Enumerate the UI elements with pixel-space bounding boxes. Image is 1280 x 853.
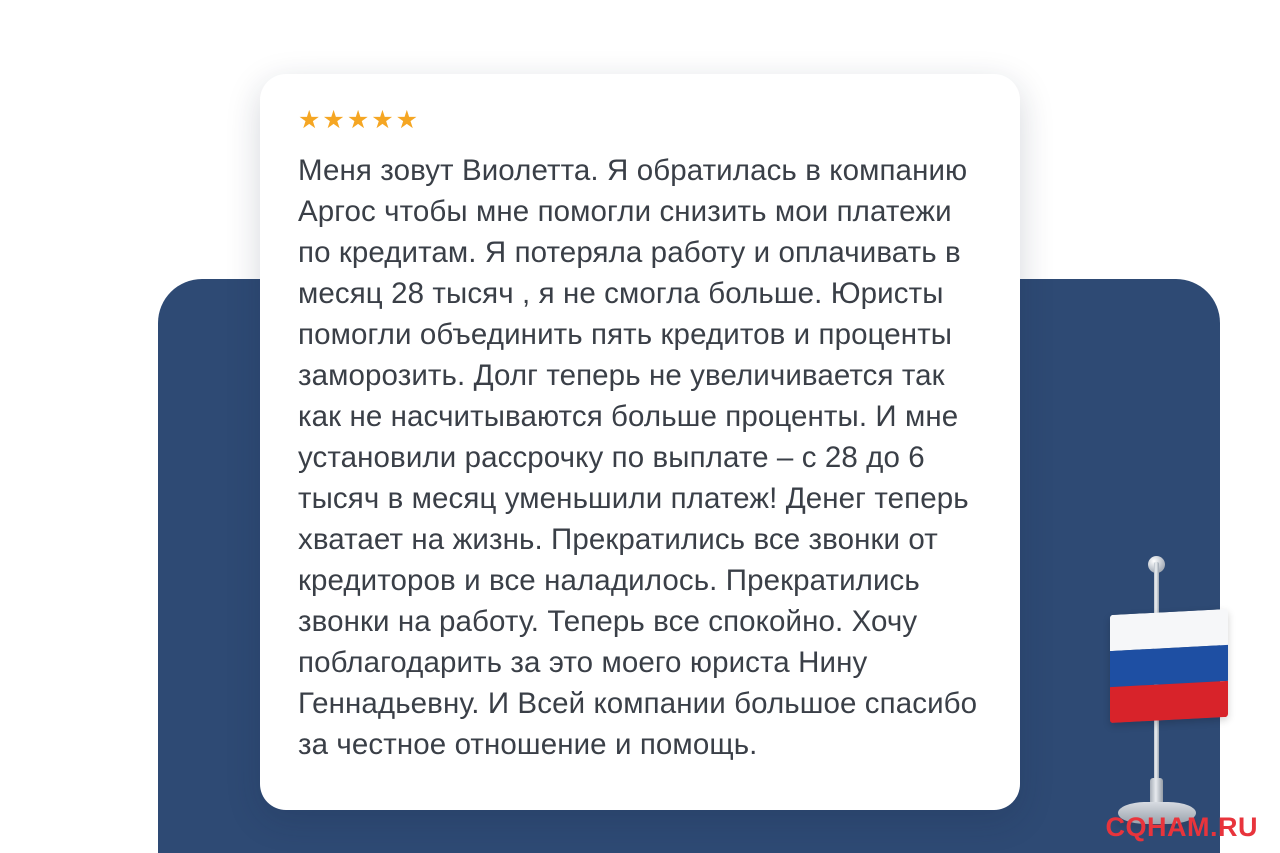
review-card [260, 74, 1020, 810]
watermark-text: CQHAM.RU [1105, 812, 1258, 842]
flag-band-white [1110, 609, 1228, 651]
review-text: Меня зовут Виолетта. Я обратилась в компанию Аргос чтобы мне помогли снизить мои платежи по кредитам. Я потеряла работу и оплачивать в месяц 28 тысяч , я не смогла больше. Юристы помогли объединить пять кредитов и проценты заморозить. Долг теперь не увеличивается так как не насчитываются больше проценты. И мне установили рассрочку по выплате – с 28 до 6 тысяч в месяц уменьшили платеж! Денег теперь хватает на жизнь. Прекратились все звонки от кредиторов и все наладилось. Прекратились звонки на работу. Теперь все спокойно. Хочу поблагодарить за это моего юриста Нину Геннадьевну. И Всей компании большое спасибо за честное отношение и помощь. [298, 154, 986, 761]
russian-flag-icon [1096, 556, 1236, 846]
flag-band-red [1110, 681, 1228, 723]
rating-stars: ★★★★★ [298, 106, 421, 134]
flag-cloth [1110, 609, 1228, 723]
flag-band-blue [1110, 645, 1228, 687]
